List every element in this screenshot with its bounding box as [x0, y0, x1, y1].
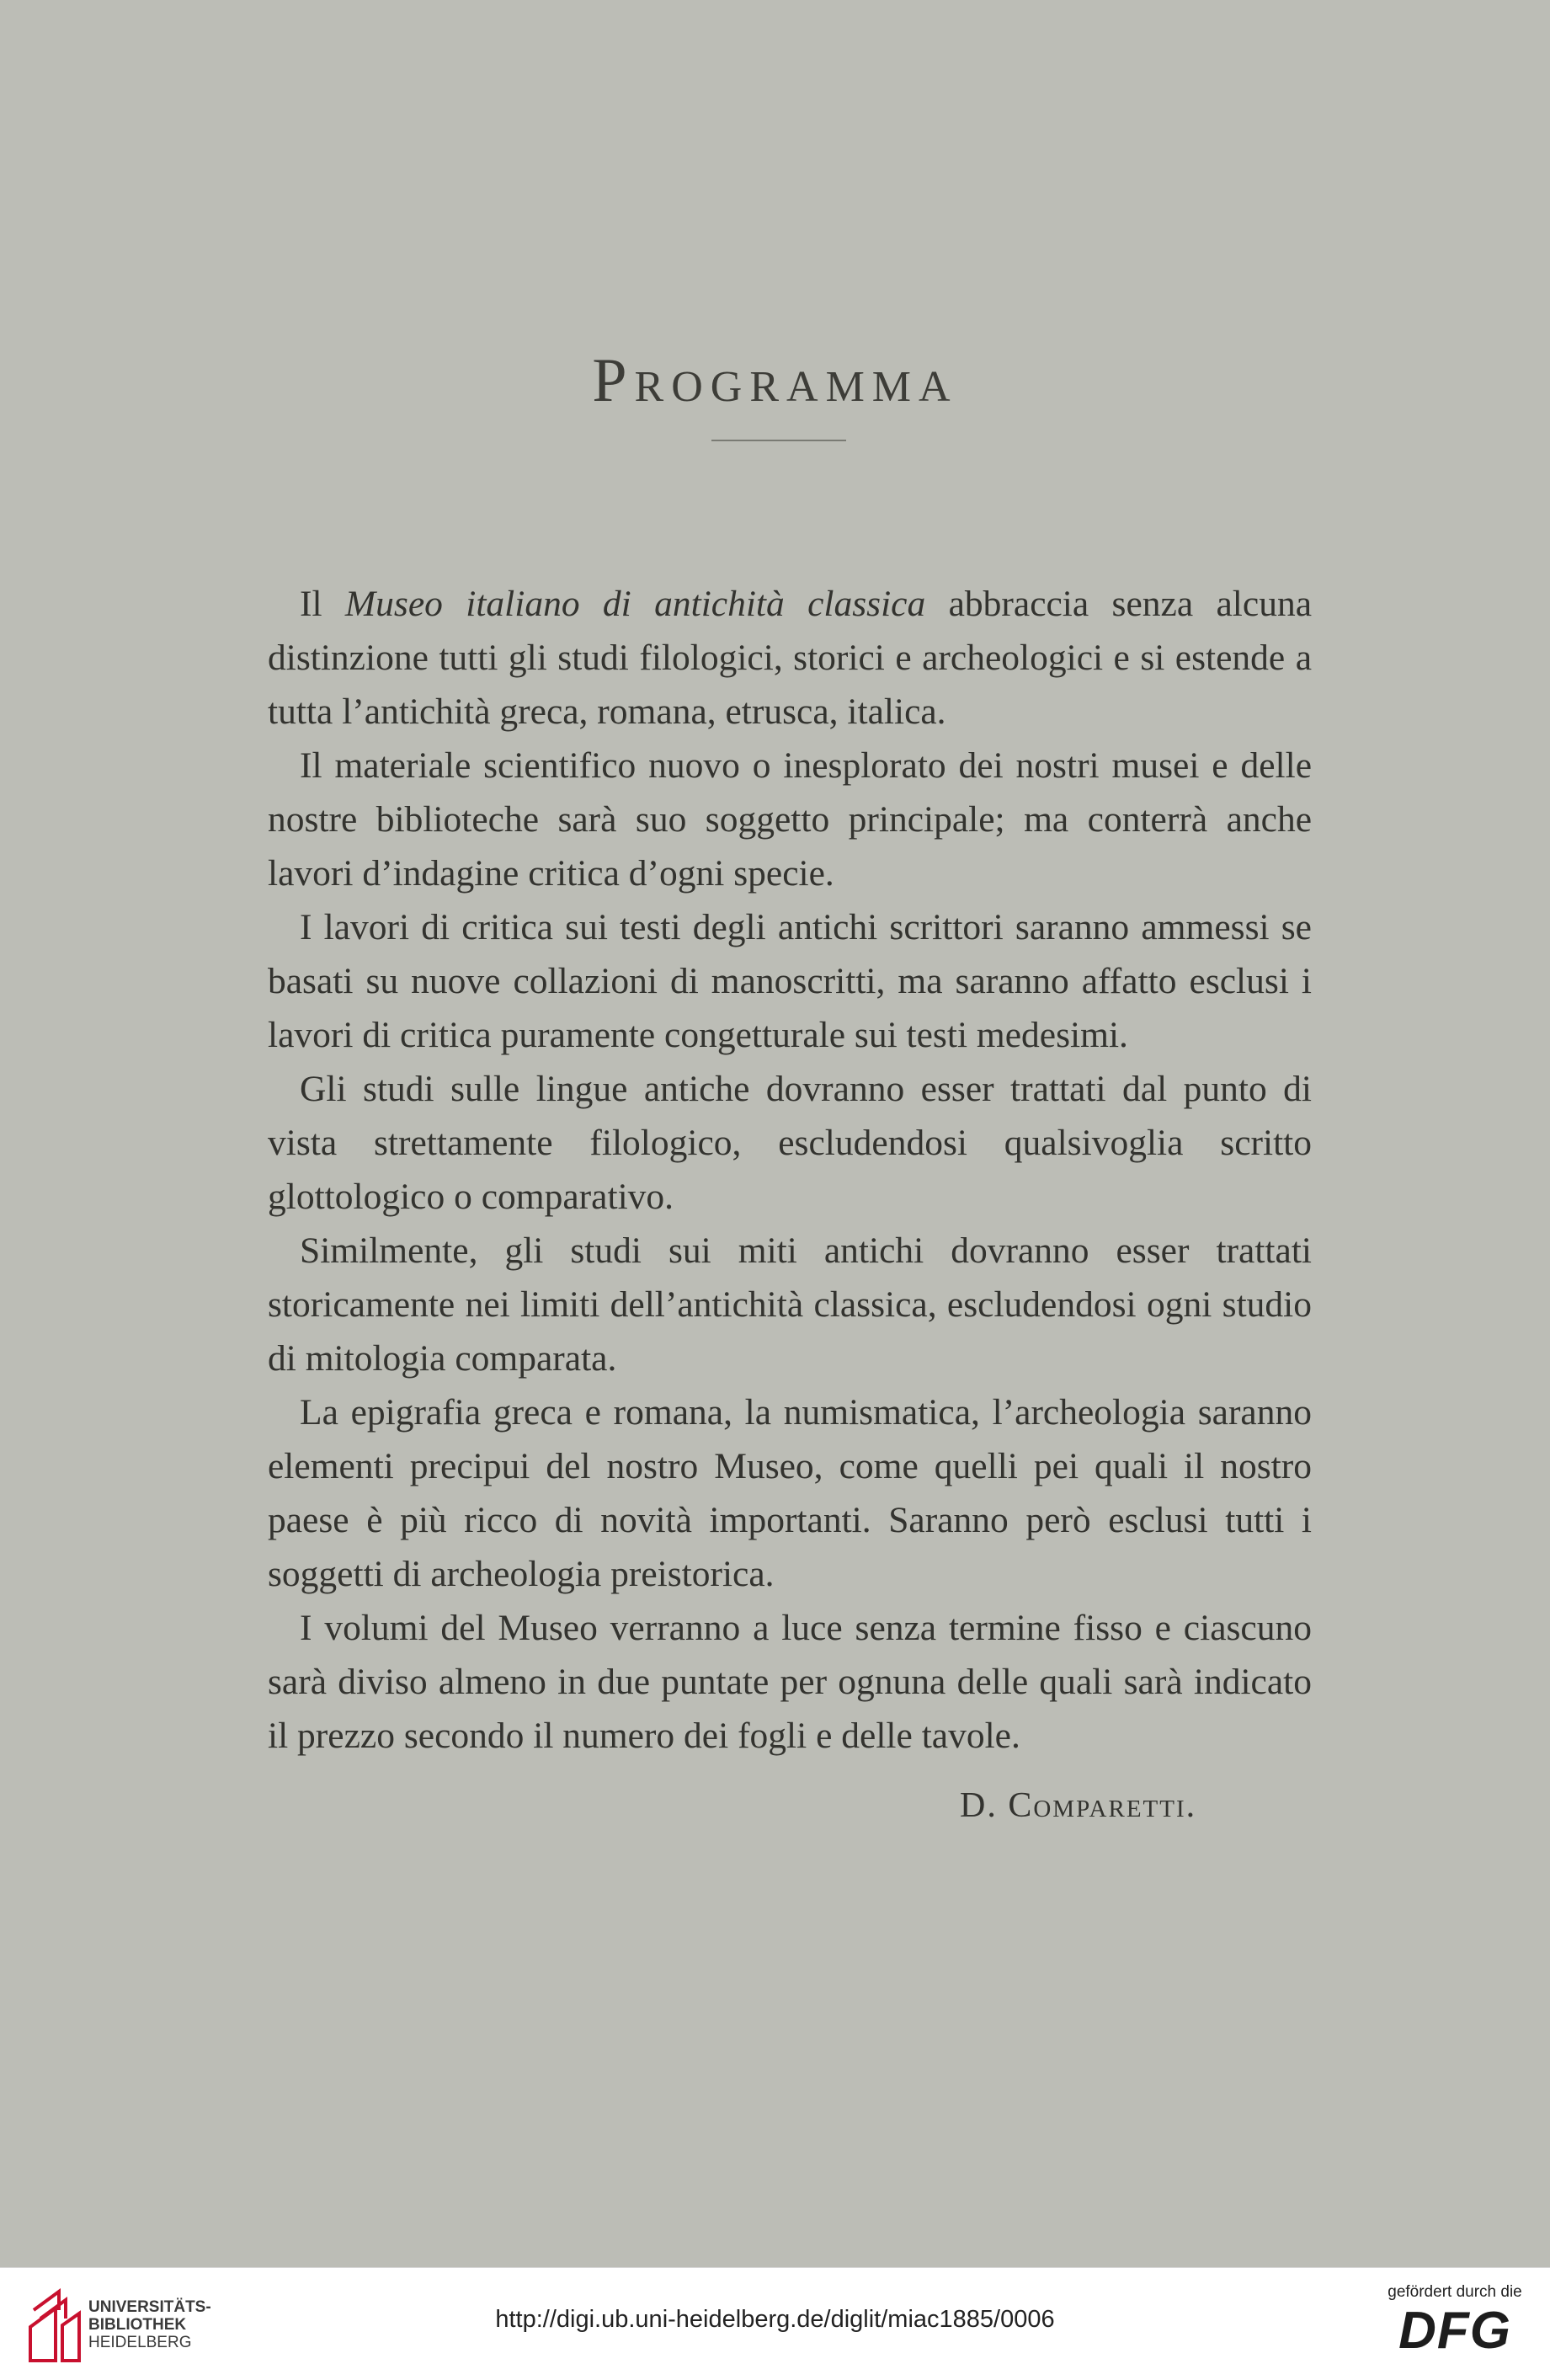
library-name-line1: UNIVERSITÄTS- [88, 2298, 211, 2316]
paragraph-7: I volumi del Museo verranno a luce senza termine fisso e ciascuno sarà diviso almeno in due puntate per ognuna delle quali sarà indicato il prezzo secondo il numero dei fogli e delle tavole. [268, 1608, 1312, 1756]
title-divider [711, 440, 846, 441]
dfg-logo: DFG [1398, 2302, 1511, 2360]
sponsor-label: gefördert durch die [1388, 2283, 1522, 2301]
signature: D. Comparetti. [960, 1786, 1197, 1825]
paragraph-6: La epigrafia greca e romana, la numismatica, l’archeologia saranno elementi precipui del nostro Museo, come quelli pei quali il nostro paese è più ricco di novità importanti. Saranno però esclusi tutti i soggetti di archeologia preistorica. [268, 1392, 1312, 1594]
sponsor-block [1383, 2283, 1526, 2361]
journal-title-italic: Museo italiano di antichità classica [344, 584, 926, 624]
paragraph-1 [268, 577, 1312, 739]
paragraph-1-post: abbraccia senza alcuna distinzione tutti gli studi filologici, storici e archeologici e si estende a tutta l’antichità greca, romana, etrusca, italica. [268, 584, 1312, 732]
page-title: Programma [592, 346, 958, 415]
paragraph-3: I lavori di critica sui testi degli antichi scrittori saranno ammessi se basati su nuove collazioni di manoscritti, ma saranno affatto esclusi i lavori di critica puramente congetturale sui testi medesimi. [268, 907, 1312, 1055]
body-text [268, 577, 1312, 1763]
library-name-line2: BIBLIOTHEK [88, 2316, 187, 2334]
paragraph-4: Gli studi sulle lingue antiche dovranno esser trattati dal punto di vista strettamente filologico, escludendosi qualsivoglia scritto glottologico o comparativo. [268, 1069, 1312, 1217]
permalink-url[interactable]: http://digi.ub.uni-heidelberg.de/diglit/miac1885/0006 [495, 2306, 1055, 2333]
paragraph-2: Il materiale scientifico nuovo o inesplorato dei nostri musei e delle nostre biblioteche sarà suo soggetto principale; ma conterrà anche lavori d’indagine critica d’ogni specie. [268, 745, 1312, 894]
paragraph-1-pre: Il [300, 584, 345, 624]
paragraph-5: Similmente, gli studi sui miti antichi dovranno esser trattati storicamente nei limiti dell’antichità classica, escludendosi ogni studio di mitologia comparata. [268, 1230, 1312, 1379]
footer-bar [0, 2267, 1550, 2380]
library-name-line3: HEIDELBERG [88, 2334, 192, 2351]
